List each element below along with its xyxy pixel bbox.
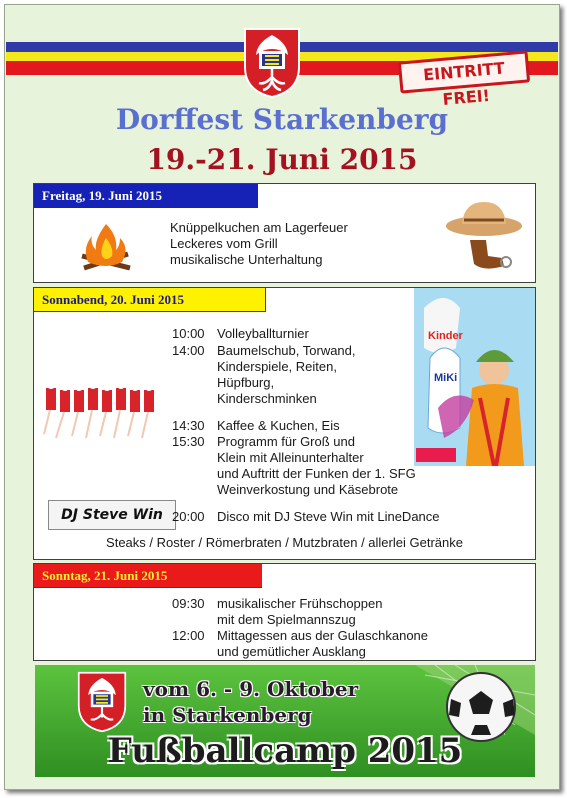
- friday-line-2: Leckeres vom Grill: [170, 236, 278, 251]
- entry-1000-line-1: Volleyballturnier: [217, 326, 309, 341]
- banner-date-line: vom 6. - 9. Oktober: [143, 677, 359, 701]
- free-entry-stamp: EINTRITT FREI!: [398, 50, 530, 93]
- entry-1200-line-2: und gemütlicher Ausklang: [217, 644, 366, 659]
- banner-football-camp-title: Fußballcamp 2015: [107, 731, 463, 771]
- entry-1200-line-1: Mittagessen aus der Gulaschkanone: [217, 628, 429, 643]
- cowboy-hat-boot-image: [444, 194, 524, 274]
- entry-1530-line-3: und Auftritt der Funken der 1. SFG: [217, 466, 416, 481]
- friday-section: [33, 183, 536, 283]
- friday-heading: Freitag, 19. Juni 2015: [34, 184, 258, 208]
- entry-1430-line-1: Kaffee & Kuchen, Eis: [217, 418, 340, 433]
- banner-coat-of-arms-icon: [77, 671, 127, 733]
- banner-place-line: in Starkenberg: [143, 703, 312, 727]
- entry-1530-line-1: Programm für Groß und: [217, 434, 355, 449]
- sunday-section: [33, 563, 536, 661]
- entry-2000-line-1: Disco mit DJ Steve Win mit LineDance: [217, 509, 440, 524]
- time-1200: 12:00: [172, 628, 205, 643]
- entry-1400-line-1: Baumelschub, Torwand,: [217, 343, 356, 358]
- entry-1530-line-2: Klein mit Alleinunterhalter: [217, 450, 364, 465]
- time-1400: 14:00: [172, 343, 205, 358]
- entry-1400-line-4: Kinderschminken: [217, 391, 317, 406]
- sunday-heading: Sonntag, 21. Juni 2015: [34, 564, 262, 588]
- flyer-page: [4, 4, 560, 790]
- food-list: Steaks / Roster / Römerbraten / Mutzbraten / allerlei Getränke: [106, 535, 463, 550]
- friday-line-1: Knüppelkuchen am Lagerfeuer: [170, 220, 348, 235]
- event-dates: 19.-21. Juni 2015: [146, 143, 418, 176]
- campfire-image: [76, 220, 136, 272]
- time-0930: 09:30: [172, 596, 205, 611]
- football-camp-banner: [35, 665, 535, 777]
- dancers-image: [42, 380, 158, 444]
- time-2000: 20:00: [172, 509, 205, 524]
- page-title: Dorffest Starkenberg: [115, 103, 449, 136]
- entry-0930-line-2: mit dem Spielmannszug: [217, 612, 356, 627]
- entry-1400-line-2: Kinderspiele, Reiten,: [217, 359, 337, 374]
- time-1000: 10:00: [172, 326, 205, 341]
- entry-1530-line-4: Weinverkostung und Käsebrote: [217, 482, 399, 497]
- kinder-label: Kinder: [428, 330, 463, 342]
- saturday-section: [33, 287, 536, 560]
- saturday-heading: Sonnabend, 20. Juni 2015: [34, 288, 266, 312]
- entry-1400-line-3: Hüpfburg,: [217, 375, 275, 390]
- dj-logo: DJ Steve Win: [48, 500, 176, 530]
- coat-of-arms-icon: [243, 27, 301, 99]
- miki-label: MiKi: [434, 372, 458, 384]
- friday-line-3: musikalische Unterhaltung: [170, 252, 323, 267]
- clown-image: [414, 288, 535, 466]
- entry-0930-line-1: musikalischer Frühschoppen: [217, 596, 383, 611]
- time-1530: 15:30: [172, 434, 205, 449]
- time-1430: 14:30: [172, 418, 205, 433]
